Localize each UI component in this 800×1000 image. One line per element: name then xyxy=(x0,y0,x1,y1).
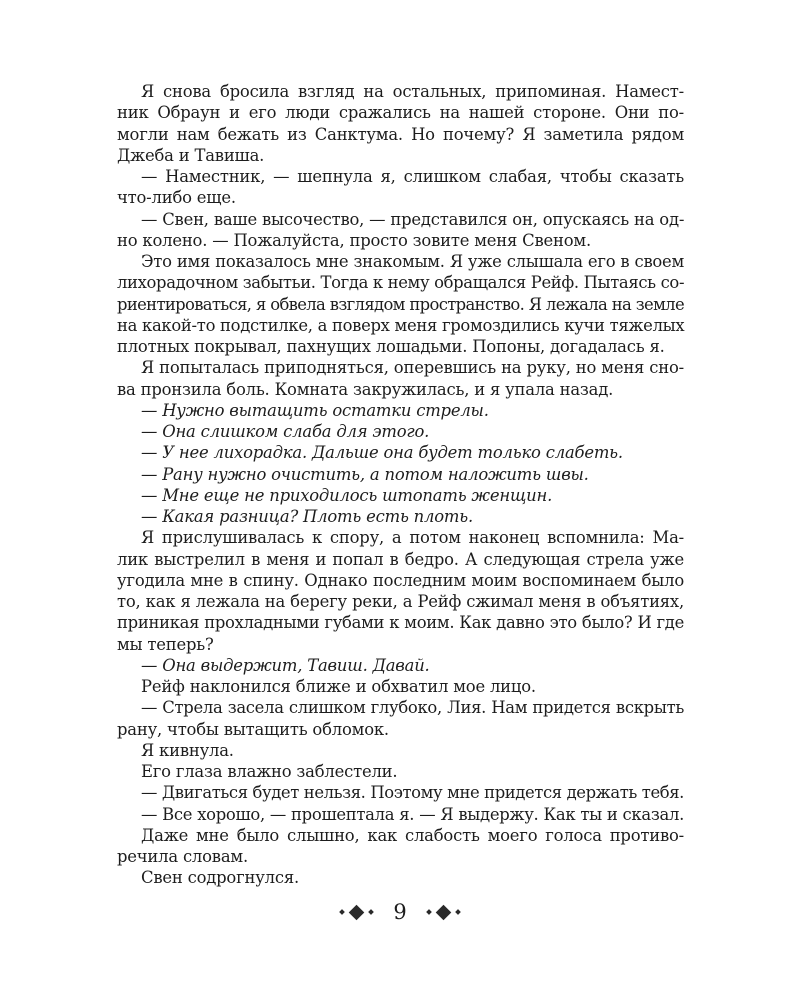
text-line: ник Обраун и его люди сражались на нашей стороне. Они по- xyxy=(117,103,684,123)
text-line: — Мне еще не приходилось штопать женщин. xyxy=(141,485,553,505)
text-line: Джеба и Тавиша. xyxy=(117,145,265,165)
text-line: Рейф наклонился ближе и обхватил мое лицо. xyxy=(141,677,536,696)
text-line: Я попыталась приподняться, оперевшись на руку, но меня сно- xyxy=(141,358,684,378)
text-line: — Наместник, — шепнула я, слишком слабая, чтобы сказать xyxy=(141,167,684,186)
text-line: Даже мне было слышно, как слабость моего голоса противо- xyxy=(141,825,684,845)
left-ornament-icon xyxy=(340,907,373,918)
text-line: мы теперь? xyxy=(117,634,214,654)
text-line: ва пронзила боль. Комната закружилась, и я упала назад. xyxy=(117,379,614,399)
text-line: рану, чтобы вытащить обломок. xyxy=(117,719,389,739)
text-line: на какой-то подстилке, а поверх меня громоздились кучи тяжелых xyxy=(117,315,685,335)
text-line: могли нам бежать из Санктума. Но почему? Я заметила рядом xyxy=(117,124,684,144)
text-line: Это имя показалось мне знакомым. Я уже слышала его в своем xyxy=(141,252,684,271)
text-line: то, как я лежала на берегу реки, а Рейф сжимал меня в объятиях, xyxy=(117,592,684,611)
text-line: — Двигаться будет нельзя. Поэтому мне придется держать тебя. xyxy=(141,783,684,803)
right-ornament-icon xyxy=(427,907,460,918)
text-line: — Нужно вытащить остатки стрелы. xyxy=(141,400,489,420)
text-line: — Какая разница? Плоть есть плоть. xyxy=(141,507,474,526)
text-line: Я кивнула. xyxy=(141,740,234,760)
text-line: Свен содрогнулся. xyxy=(141,868,300,888)
page-footer xyxy=(0,897,800,927)
text-line: лик выстрелил в меня и попал в бедро. А следующая стрела уже xyxy=(117,549,684,569)
dot-icon xyxy=(426,909,432,915)
diamond-icon xyxy=(435,904,451,920)
text-line: речила словам. xyxy=(117,847,248,866)
diamond-icon xyxy=(349,904,365,920)
page-number: 9 xyxy=(393,900,407,924)
text-line: что-либо еще. xyxy=(117,188,236,208)
dot-icon xyxy=(339,909,345,915)
text-line: Я снова бросила взгляд на остальных, припоминая. Намест- xyxy=(141,82,684,101)
text-line: — Она слишком слаба для этого. xyxy=(141,422,430,441)
text-line: приникая прохладными губами к моим. Как давно это было? И где xyxy=(117,613,684,633)
text-line: — Она выдержит, Тавиш. Давай. xyxy=(141,655,430,675)
text-line: — Свен, ваше высочество, — представился он, опускаясь на од- xyxy=(141,209,685,229)
dot-icon xyxy=(368,909,374,915)
text-line: — Все хорошо, — прошептала я. — Я выдержу. Как ты и сказал. xyxy=(141,804,684,824)
text-line: — Стрела засела слишком глубоко, Лия. Нам придется вскрыть xyxy=(141,698,684,718)
page-body xyxy=(117,81,684,889)
dot-icon xyxy=(455,909,461,915)
text-line: но колено. — Пожалуйста, просто зовите меня Свеном. xyxy=(117,230,591,250)
text-line: лихорадочном забытьи. Тогда к нему обращался Рейф. Пытаясь со- xyxy=(117,273,685,293)
text-line: Его глаза влажно заблестели. xyxy=(141,762,398,781)
text-line: плотных покрывал, пахнущих лошадьми. Попоны, догадалась я. xyxy=(117,337,665,356)
text-line: угодила мне в спину. Однако последним моим воспоминаем было xyxy=(117,570,684,590)
text-line: Я прислушивалась к спору, а потом наконец вспомнила: Ма- xyxy=(141,528,684,548)
text-line: — Рану нужно очистить, а потом наложить швы. xyxy=(141,464,589,484)
text-line: — У нее лихорадка. Дальше она будет только слабеть. xyxy=(141,443,623,463)
text-line: риентироваться, я обвела взглядом пространство. Я лежала на земле xyxy=(117,294,684,314)
